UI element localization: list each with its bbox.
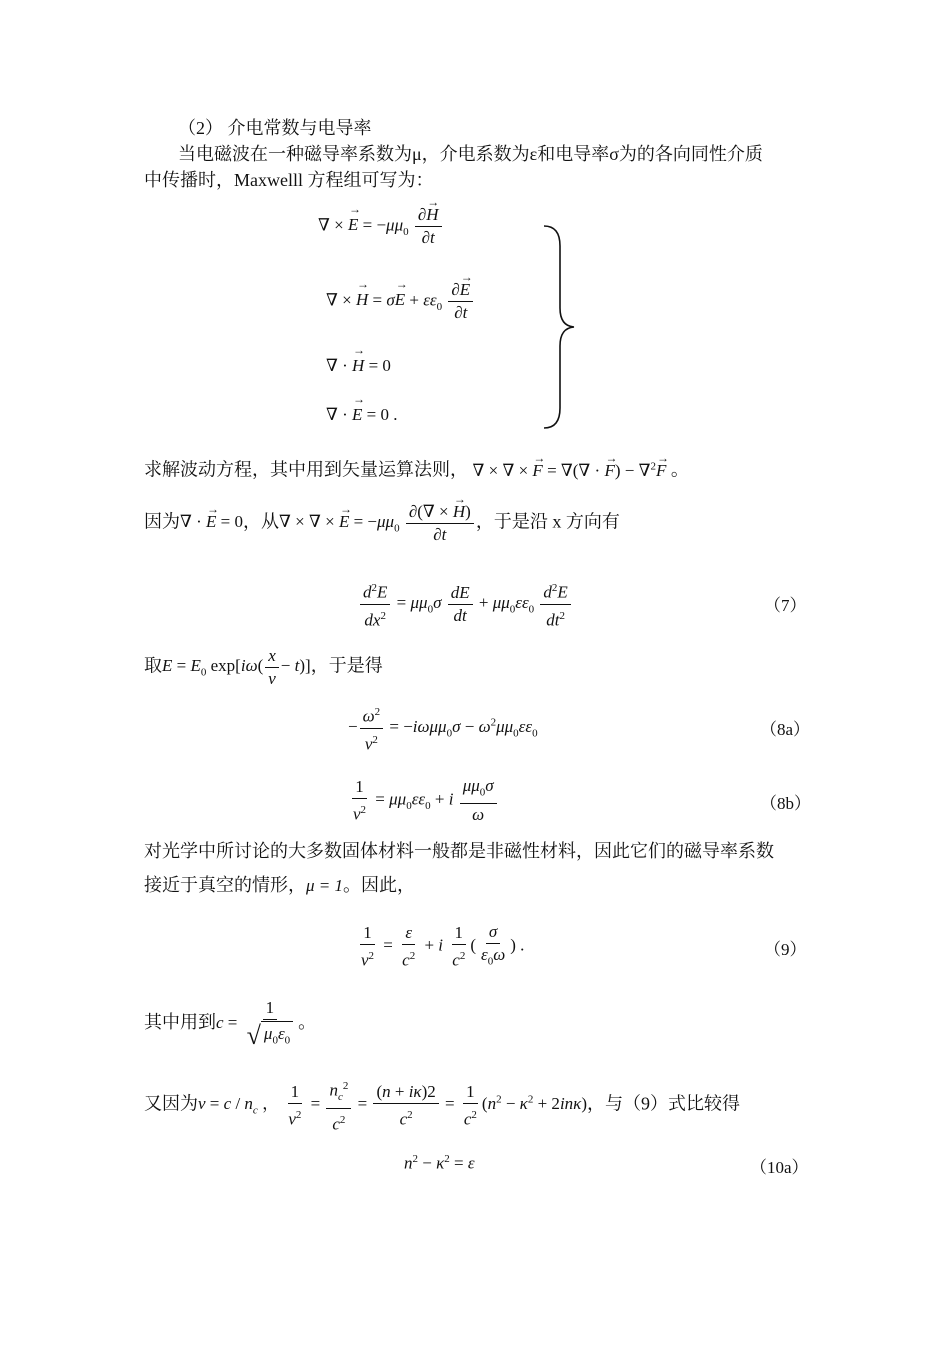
equation-8a: − $\frac{\omega^2}{v^2}$ = $-i\omega\mu\mu_0\sigma - \omega^2\mu\mu_0\varepsilon\varepsilon_0$ <box>348 702 538 754</box>
system-brace <box>540 224 580 430</box>
from-word: ，从 <box>243 511 280 532</box>
wave-equation-sentence <box>144 452 689 485</box>
along-x-text: ，于是沿 x 方向有 <box>475 511 620 532</box>
nonmagnetic-line-1: 对光学中所讨论的大多数固体材料一般都是非磁性材料，因此它们的磁导率系数 <box>144 841 774 861</box>
equation-number-8b: （8b） <box>760 794 811 813</box>
maxwell-eq-div-h: ∇ · → H = 0 <box>326 356 391 376</box>
equation-7: $\frac{d^2E}{dx^2}$ = $\mu\mu_0\sigma$ $\frac{dE}{dt}$ + $\mu\mu_0\varepsilon\varepsilon_0$ $\frac{d^2E}{dt^2}$ <box>358 578 573 630</box>
intro-line-2: 中传播时，Maxwelll 方程组可写为： <box>144 170 434 190</box>
maxwell-eq-curl-e: ∇ × → $E = -\mu\mu_0$ $\frac{\partial\to H}{\partial t}$ <box>318 205 444 248</box>
section-heading: （2） 介电常数与电导率 <box>178 118 372 138</box>
equation-number-7: （7） <box>764 596 807 615</box>
maxwell-eq-div-e: ∇ · → E = 0 . <box>326 405 398 425</box>
intro-line-1: 当电磁波在一种磁导率系数为μ，介电系数为ε和电导率σ为的各向同性介质 <box>178 144 763 164</box>
equation-number-10a: （10a） <box>750 1158 809 1177</box>
equation-number-8a: （8a） <box>760 720 811 739</box>
equation-number-9: （9） <box>764 940 807 959</box>
equation-10a: $n^2 - \kappa^2 = \varepsilon$ <box>404 1153 475 1173</box>
therefore-text: 。因此， <box>343 875 416 895</box>
period-2: 。 <box>298 1012 317 1033</box>
equation-8b: $\frac{1}{v^2}$ = $\mu\mu_0\varepsilon\varepsilon_0 + i$ $\frac{\mu\mu_0\sigma}{\omega}$ <box>348 776 499 825</box>
compare-with-text: ，与（9）式比较得 <box>587 1093 740 1114</box>
also-because-text: 又因为 <box>144 1093 198 1114</box>
wave-solve-text: 求解波动方程，其中用到矢量运算法则， <box>144 459 468 480</box>
also-because-line: 又因为$v = c / n_c$ ， $\frac{1}{v^2}$ = $\frac{n_c^2}{c^2}$ = $\frac{(n + i\kappa)2}{c^2}$ = $\frac{1}{c^2}$ $(n^2 - \kappa^2 + 2in\kappa)$，与（9）式比较得 <box>144 1076 740 1135</box>
where-used-line: 其中用到c = 1 √ $\mu_0\varepsilon_0$ 。 <box>144 998 317 1050</box>
vector-identity: ∇ × ∇ × → F = ∇(∇ · → F) − ∇$^2$→ F <box>473 461 667 480</box>
mu-equals-one: μ = 1 <box>306 876 344 895</box>
equation-9: $\frac{1}{v^2}$ = $\frac{\varepsilon}{c^2}$ + i $\frac{1}{c^2}$ ( $\frac{\sigma}{\varepsilon_0\omega}$ ) . <box>361 922 525 970</box>
take-word: 取 <box>144 655 162 676</box>
because-line: 因为∇ · → E = 0，从∇ × ∇ × → $E = -\mu\mu_0$ $\frac{\partial(\nabla \times \to H)}{\partial t}$ ，于是沿 x 方向有 <box>144 502 620 545</box>
nonmagnetic-line-2 <box>144 871 415 900</box>
where-used-text: 其中用到 <box>144 1012 216 1033</box>
thus-get-text: ，于是得 <box>310 655 383 676</box>
take-line: 取$E = E_0$ exp[iω( $\frac{x}{v}$ − t)]，于是得 <box>144 646 383 688</box>
period-1: 。 <box>670 459 689 480</box>
nonmag-line2-text: 接近于真空的情形， <box>144 875 306 895</box>
maxwell-eq-curl-h: ∇ × → $H = \sigma\to E + \varepsilon\varepsilon_0$ $\frac{\partial\to E}{\partial t}$ <box>326 280 475 323</box>
because-prefix: 因为 <box>144 511 180 532</box>
